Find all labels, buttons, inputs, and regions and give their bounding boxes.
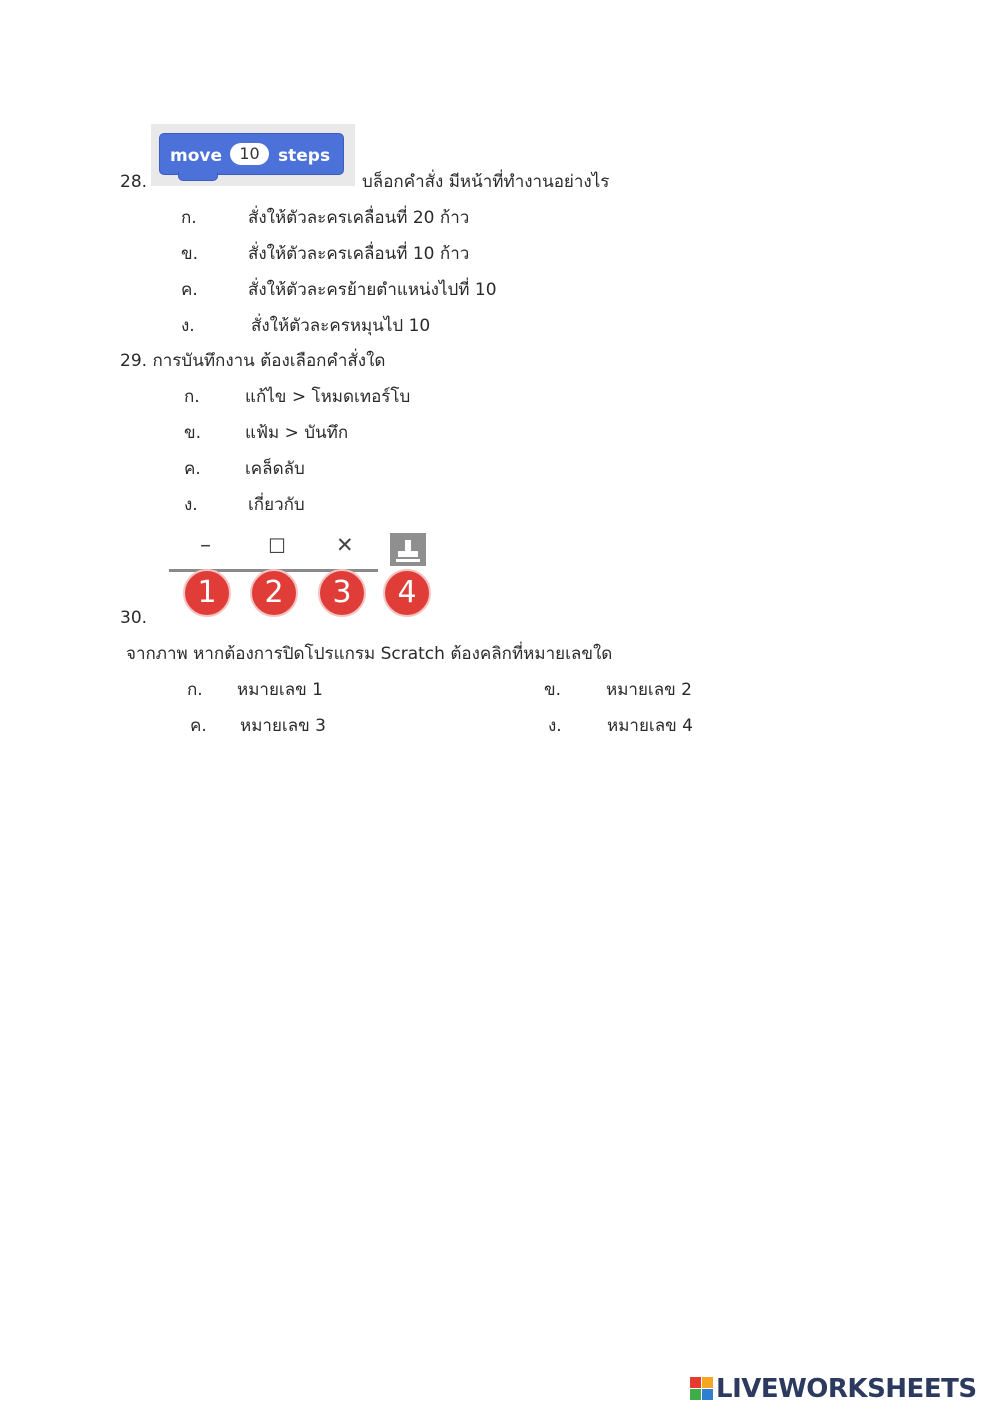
logo-square <box>702 1389 713 1400</box>
logo-square <box>702 1377 713 1388</box>
badge-3: 3 <box>318 569 366 617</box>
option-label: ก. <box>184 387 200 407</box>
option-text[interactable]: หมายเลข 4 <box>607 716 693 736</box>
option-text[interactable]: สั่งให้ตัวละครหมุนไป 10 <box>251 316 431 336</box>
block-word-move: move <box>170 146 223 166</box>
option-label: ค. <box>181 280 198 300</box>
option-text[interactable]: สั่งให้ตัวละครย้ายตำแหน่งไปที่ 10 <box>248 280 497 300</box>
option-label: ข. <box>181 244 199 264</box>
option-text[interactable]: แก้ไข > โหมดเทอร์โบ <box>245 387 411 407</box>
option-label: ค. <box>184 459 201 479</box>
block-word-steps: steps <box>278 146 331 166</box>
option-label: ค. <box>190 716 207 736</box>
badge-1: 1 <box>183 569 231 617</box>
option-label: ก. <box>181 208 197 228</box>
option-label: ข. <box>184 423 202 443</box>
logo-square <box>690 1389 701 1400</box>
question-28-text: บล็อกคำสั่ง มีหน้าที่ทำงานอย่างไร <box>362 172 610 192</box>
option-text[interactable]: หมายเลข 1 <box>237 680 323 700</box>
question-29-text: 29. การบันทึกงาน ต้องเลือกคำสั่งใด <box>120 351 386 371</box>
option-text[interactable]: เกี่ยวกับ <box>248 495 305 515</box>
option-text[interactable]: หมายเลข 3 <box>240 716 326 736</box>
stamp-icon <box>390 533 426 566</box>
question-30-text: จากภาพ หากต้องการปิดโปรแกรม Scratch ต้องคลิกที่หมายเลขใด <box>126 644 613 664</box>
badge-4: 4 <box>383 569 431 617</box>
question-30-number: 30. <box>120 608 148 628</box>
badge-2: 2 <box>250 569 298 617</box>
option-text[interactable]: หมายเลข 2 <box>606 680 692 700</box>
option-text[interactable]: แฟ้ม > บันทึก <box>245 423 349 443</box>
move-steps-block <box>159 133 344 175</box>
option-label: ง. <box>548 716 562 736</box>
maximize-icon: ☐ <box>268 534 286 558</box>
option-label: ง. <box>184 495 198 515</box>
option-text[interactable]: สั่งให้ตัวละครเคลื่อนที่ 20 ก้าว <box>248 208 470 228</box>
option-text[interactable]: เคล็ดลับ <box>245 459 305 479</box>
block-value: 10 <box>230 143 269 165</box>
option-label: ง. <box>181 316 195 336</box>
option-text[interactable]: สั่งให้ตัวละครเคลื่อนที่ 10 ก้าว <box>248 244 470 264</box>
close-icon: ✕ <box>336 533 354 557</box>
logo-square <box>690 1377 701 1388</box>
question-28-number: 28. <box>120 172 148 192</box>
minimize-icon: – <box>200 533 211 558</box>
option-label: ก. <box>187 680 203 700</box>
logo-text: LIVEWORKSHEETS <box>716 1374 977 1404</box>
option-label: ข. <box>544 680 562 700</box>
